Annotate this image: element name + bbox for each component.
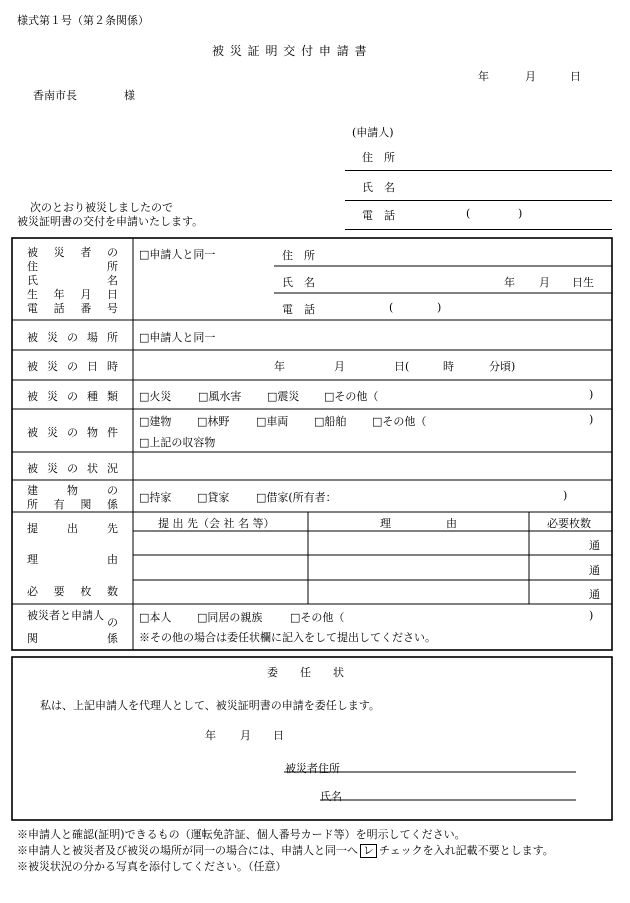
property-label: 被 災 の 物 件	[27, 426, 118, 439]
victim-phone-paren-open: (	[389, 301, 394, 314]
note-line-3: ※被災状況の分かる写真を添付してください。（任意）	[17, 860, 287, 873]
property-contents-checkbox[interactable]: □上記の収容物	[139, 436, 216, 449]
victim-phone-label: 電 話	[282, 303, 315, 316]
victim-label-line-3: 氏 名	[27, 274, 118, 287]
place-same-as-applicant-checkbox[interactable]: □申請人と同一	[139, 331, 216, 344]
submission-row-2-unit: 通	[589, 564, 600, 577]
victim-name-input[interactable]	[340, 269, 490, 291]
victim-address-label: 住 所	[282, 249, 315, 262]
relation-label-line-1: 被災者と申請人	[27, 609, 104, 622]
intro-line-2: 被災証明書の交付を申請いたします。	[17, 215, 204, 228]
applicant-section-label: (申請人)	[352, 126, 394, 139]
victim-label-line-4: 生 年 月 日	[27, 288, 118, 301]
relation-close-paren: )	[589, 609, 594, 622]
submission-row-1-unit: 通	[589, 539, 600, 552]
addressee: 香南市長	[33, 89, 77, 102]
datetime-minute: 分頃)	[489, 360, 516, 373]
intro-line-1: 次のとおり被災しましたので	[30, 201, 173, 214]
ownership-rent-out-checkbox[interactable]: □貸家	[197, 491, 230, 504]
addressee-honorific: 様	[124, 89, 135, 102]
property-close-paren: )	[589, 413, 594, 426]
ownership-label-line-1: 建 物 の	[27, 484, 118, 497]
submission-row-3-destination[interactable]	[136, 582, 306, 602]
proxy-date-year: 年	[205, 729, 216, 742]
submission-label-line-1: 提 出 先	[27, 522, 118, 535]
proxy-date-day: 日	[273, 729, 284, 742]
property-vehicle-checkbox[interactable]: □車両	[256, 415, 289, 428]
type-fire-checkbox[interactable]: □火災	[139, 390, 172, 403]
submission-col-reason: 理 由	[380, 517, 457, 530]
applicant-name-label: 氏 名	[362, 181, 395, 194]
relation-note: ※その他の場合は委任状欄に記入をして提出してください。	[139, 631, 436, 644]
page-title: 被 災 証 明 交 付 申 請 書	[212, 44, 368, 58]
date-day-label: 日	[570, 70, 581, 83]
relation-self-checkbox[interactable]: □本人	[139, 611, 172, 624]
relation-label-no: の	[107, 616, 118, 629]
ownership-label-line-2: 所 有 関 係	[27, 498, 118, 511]
victim-address-input[interactable]	[340, 242, 608, 264]
datetime-label: 被 災 の 日 時	[27, 360, 118, 373]
property-building-checkbox[interactable]: □建物	[139, 415, 172, 428]
check-mark-box: レ	[360, 844, 377, 858]
proxy-name-field[interactable]	[350, 785, 576, 799]
datetime-hour: 時	[443, 360, 454, 373]
datetime-day: 日(	[394, 360, 410, 373]
submission-col-copies: 必要枚数	[547, 517, 591, 530]
type-other-checkbox[interactable]: □その他（	[324, 390, 379, 403]
applicant-address-label: 住 所	[362, 151, 395, 164]
date-year-label: 年	[478, 70, 489, 83]
type-storm-checkbox[interactable]: □風水害	[198, 390, 242, 403]
property-ship-checkbox[interactable]: □船舶	[314, 415, 347, 428]
proxy-date-month: 月	[240, 729, 251, 742]
submission-label-line-2: 理 由	[27, 553, 118, 566]
datetime-month: 月	[334, 360, 345, 373]
victim-name-label: 氏 名	[282, 276, 315, 289]
property-forest-checkbox[interactable]: □林野	[197, 415, 230, 428]
relation-label-line-2: 関 係	[27, 632, 118, 645]
ownership-own-checkbox[interactable]: □持家	[139, 491, 172, 504]
proxy-text: 私は、上記申請人を代理人として、被災証明書の申請を委任します。	[40, 699, 380, 712]
relation-family-checkbox[interactable]: □同居の親族	[197, 611, 263, 624]
place-label: 被 災 の 場 所	[27, 331, 118, 344]
victim-label-line-2: 住 所	[27, 260, 118, 273]
proxy-address-field[interactable]	[350, 757, 576, 771]
victim-phone-paren-close: )	[437, 301, 442, 314]
proxy-name-label: 氏名	[320, 790, 342, 803]
submission-label-line-3: 必 要 枚 数	[27, 585, 118, 598]
submission-row-1-destination[interactable]	[136, 533, 306, 553]
applicant-phone-label: 電 話	[362, 209, 395, 222]
victim-birth-year: 年	[504, 276, 515, 289]
note-line-1: ※申請人と確認(証明)できるもの（運転免許証、個人番号カード等）を明示してください。	[17, 828, 466, 841]
condition-input[interactable]	[136, 454, 610, 478]
ownership-close-paren: )	[563, 489, 568, 502]
datetime-year: 年	[274, 360, 285, 373]
victim-label-line-5: 電 話 番 号	[27, 302, 118, 315]
type-earthquake-checkbox[interactable]: □震災	[267, 390, 300, 403]
ownership-rented-checkbox[interactable]: □借家(所有者：	[256, 491, 337, 504]
form-number: 様式第１号（第２条関係）	[17, 14, 149, 27]
date-month-label: 月	[525, 70, 536, 83]
victim-same-as-applicant-checkbox[interactable]: □申請人と同一	[139, 248, 216, 261]
type-label: 被 災 の 種 類	[27, 390, 118, 403]
proxy-address-label: 被災者住所	[285, 762, 340, 775]
proxy-title: 委 任 状	[267, 666, 344, 679]
submission-row-2-destination[interactable]	[136, 557, 306, 578]
property-other-checkbox[interactable]: □その他（	[372, 415, 427, 428]
victim-birth-month: 月	[539, 276, 550, 289]
applicant-phone-paren-close: )	[518, 207, 523, 220]
submission-row-3-unit: 通	[589, 588, 600, 601]
condition-label: 被 災 の 状 況	[27, 462, 118, 475]
submission-col-destination: 提 出 先（会 社 名 等）	[158, 517, 275, 530]
applicant-phone-paren-open: (	[466, 207, 471, 220]
victim-birth-day: 日生	[572, 276, 594, 289]
note-line-2: ※申請人と被災者及び被災の場所が同一の場合には、申請人と同一へ レ チェックを入れ記載不要とします。	[17, 844, 554, 857]
victim-label-line-1: 被 災 者 の	[27, 246, 118, 259]
type-close-paren: )	[589, 388, 594, 401]
relation-other-checkbox[interactable]: □その他（	[290, 611, 345, 624]
